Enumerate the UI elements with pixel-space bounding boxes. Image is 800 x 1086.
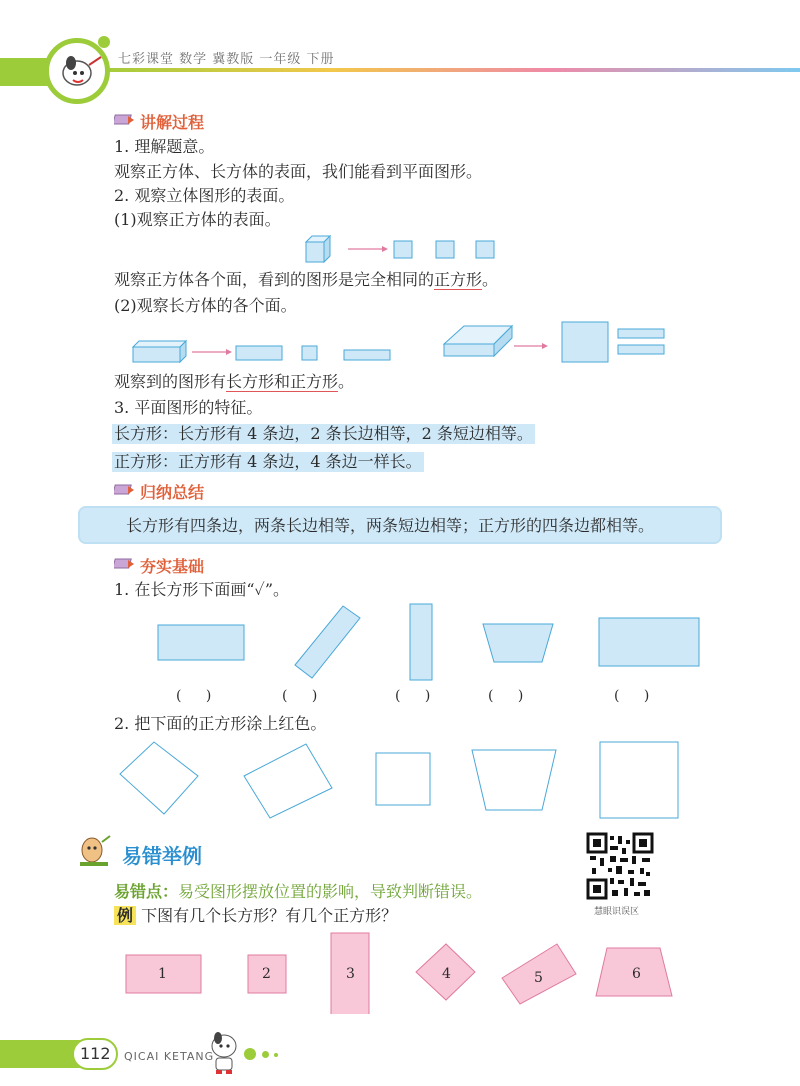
mascot-logo <box>44 38 110 104</box>
pencil-icon <box>114 112 136 132</box>
cuboid-face-long <box>236 346 282 360</box>
explain-line-2: 观察正方体、长方体的表面，我们能看到平面图形。 <box>114 162 483 181</box>
error-mascot-icon <box>74 834 114 874</box>
q2-shape-tilted-square <box>120 742 198 814</box>
summary-text: 长方形有四条边，两条长边相等，两条短边相等；正方形的四条边都相等。 <box>126 516 655 535</box>
q1-shape-trapezoid <box>483 624 553 662</box>
explain-line-1: 1. 理解题意。 <box>114 137 215 156</box>
example-shape-label-1: 1 <box>158 966 167 982</box>
rect-feature: 长方形：长方形有 4 条边，2 条长边相等，2 条短边相等。 <box>114 424 533 443</box>
cuboid-note-prefix: 观察到的图形有 <box>114 372 227 391</box>
pencil-icon <box>114 482 136 502</box>
answer-blank-1[interactable]: ( ) <box>176 688 222 704</box>
header-green-dot <box>98 36 110 48</box>
answer-blank-2[interactable]: ( ) <box>282 688 328 704</box>
feature-heading: 3. 平面图形的特征。 <box>114 398 263 417</box>
cube-note-prefix: 观察正方体各个面，看到的图形是完全相同的 <box>114 270 435 289</box>
cuboid-face-end <box>302 346 317 360</box>
example-shape-label-4: 4 <box>442 966 451 982</box>
cube-faces-figure <box>300 232 500 266</box>
cuboid-face-thin-2 <box>618 345 664 354</box>
cuboid-faces-figure-left <box>130 338 395 366</box>
cube-note-suffix: 。 <box>482 270 499 289</box>
example-shape-label-3: 3 <box>346 966 355 982</box>
qr-caption: 慧眼识误区 <box>594 907 640 917</box>
cuboid-face-square <box>562 322 608 362</box>
qr-code[interactable] <box>586 832 654 900</box>
example-label: 例 <box>114 906 136 925</box>
q2-shape-square <box>376 753 430 805</box>
section-title-errors: 易错举例 <box>122 844 202 868</box>
error-point-label: 易错点： <box>114 882 179 901</box>
square-face-2 <box>436 241 454 258</box>
cuboid-faces-figure-right <box>442 318 672 366</box>
cuboid-note <box>114 372 354 392</box>
cuboid-face-top <box>344 350 390 360</box>
answer-blank-5[interactable]: ( ) <box>614 688 660 704</box>
cuboid-heading: (2)观察长方体的各个面。 <box>114 296 297 315</box>
answer-blank-3[interactable]: ( ) <box>395 688 441 704</box>
q2-shape-trapezoid <box>472 750 556 810</box>
example-shape-label-5: 5 <box>534 970 543 986</box>
cuboid-note-suffix: 。 <box>338 372 355 391</box>
footer-brand: QICAI KETANG <box>124 1050 215 1063</box>
pencil-icon <box>114 556 136 576</box>
section-title-summary: 归纳总结 <box>140 483 205 502</box>
page-number: 112 <box>80 1044 111 1063</box>
arrow-head <box>382 246 388 252</box>
example-line <box>114 906 397 926</box>
flat-cuboid-drawing <box>444 326 512 356</box>
square-feature: 正方形：正方形有 4 条边，4 条边一样长。 <box>114 452 422 471</box>
q2-shape-large-square <box>600 742 678 818</box>
section-title-explain: 讲解过程 <box>140 113 205 132</box>
footer-dot-3 <box>274 1053 278 1057</box>
footer-dot-2 <box>262 1051 269 1058</box>
footer-mascot-icon <box>204 1028 244 1080</box>
square-face-1 <box>394 241 412 258</box>
error-point-text: 易受图形摆放位置的影响，导致判断错误。 <box>178 882 483 901</box>
example-shape-label-2: 2 <box>262 966 271 982</box>
q1-shape-tall-rect <box>410 604 432 680</box>
q2-shape-tilted-rect <box>244 744 332 818</box>
header-line <box>80 68 800 72</box>
square-face-3 <box>476 241 494 258</box>
cuboid-note-emphasis: 长方形和正方形 <box>226 372 339 391</box>
q1-shapes <box>150 598 710 684</box>
example-text: 下图有几个长方形？有几个正方形？ <box>141 906 398 925</box>
cube-note-emphasis: 正方形 <box>434 270 483 289</box>
example-shape-label-6: 6 <box>632 966 641 982</box>
explain-line-3: 2. 观察立体图形的表面。 <box>114 186 295 205</box>
breadcrumb: 七彩课堂 数学 冀教版 一年级 下册 <box>118 52 335 67</box>
q2-shapes[interactable] <box>110 736 690 822</box>
question-2: 2. 把下面的正方形涂上红色。 <box>114 714 327 733</box>
cube-note <box>114 270 498 290</box>
cuboid-face-thin-1 <box>618 329 664 338</box>
explain-line-4: (1)观察正方体的表面。 <box>114 210 281 229</box>
long-cuboid-drawing <box>133 341 186 362</box>
q1-shape-tilted-rect <box>295 606 360 678</box>
q1-shape-rect-wide <box>158 625 244 660</box>
q1-shape-rect-large <box>599 618 699 666</box>
section-title-practice: 夯实基础 <box>140 557 205 576</box>
example-shapes <box>120 928 680 1014</box>
footer-dot-1 <box>244 1048 256 1060</box>
error-point <box>114 882 482 902</box>
cube-drawing <box>306 236 330 262</box>
question-1: 1. 在长方形下面画“✓”。 <box>114 580 290 599</box>
answer-blank-4[interactable]: ( ) <box>488 688 534 704</box>
